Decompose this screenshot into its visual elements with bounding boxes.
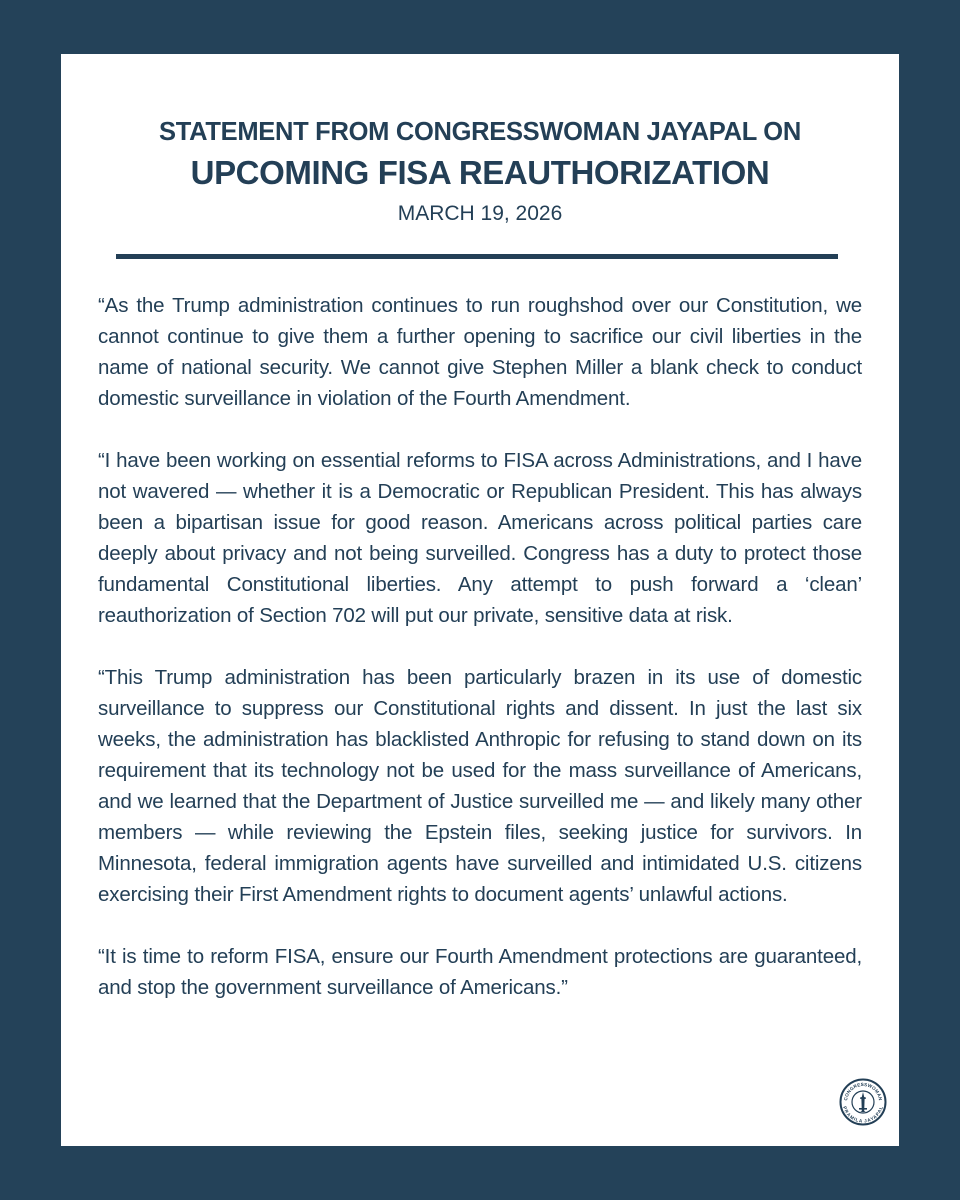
header-divider (116, 254, 838, 259)
congresswoman-seal-icon (839, 1078, 887, 1126)
seal-text-bottom: PRAMILA JAYAPAL (842, 1105, 884, 1124)
statement-body (98, 290, 862, 1003)
seal-text-top: CONGRESSWOMAN (843, 1081, 883, 1101)
statement-card (61, 54, 899, 1146)
statement-paragraph-2: “I have been working on essential reforms to FISA across Administrations, and I have not wavered — whether it is a Democratic or Republican President. This has always been a bipartisan issue for good reason. Americans across political parties care deeply about privacy and not being surveilled. Congress has a duty to protect those fundamental Constitutional liberties. Any attempt to push forward a ‘clean’ reauthorization of Section 702 will put our private, sensitive data at risk. (98, 449, 862, 627)
title-line-1: STATEMENT FROM CONGRESSWOMAN JAYAPAL ON (159, 118, 801, 146)
statement-paragraph-3: “This Trump administration has been particularly brazen in its use of domestic surveillance to suppress our Constitutional rights and dissent. In just the last six weeks, the administration has blacklisted Anthropic for refusing to stand down on its requirement that its technology not be used for the mass surveillance of Americans, and we learned that the Department of Justice surveilled me — and likely many other members — while reviewing the Epstein files, seeking justice for survivors. In Minnesota, federal immigration agents have surveilled and intimidated U.S. citizens exercising their First Amendment rights to document agents’ unlawful actions. (98, 666, 862, 906)
statement-paragraph-1: “As the Trump administration continues to run roughshod over our Constitution, we cannot continue to give them a further opening to sacrifice our civil liberties in the name of national security. We cannot give Stephen Miller a blank check to conduct domestic surveillance in violation of the Fourth Amendment. (98, 294, 862, 410)
statement-date: MARCH 19, 2026 (397, 202, 563, 225)
title-line-2: UPCOMING FISA REAUTHORIZATION (190, 154, 770, 191)
statement-paragraph-4: “It is time to reform FISA, ensure our Fourth Amendment protections are guaranteed, and stop the government surveillance of Americans.” (98, 945, 862, 999)
